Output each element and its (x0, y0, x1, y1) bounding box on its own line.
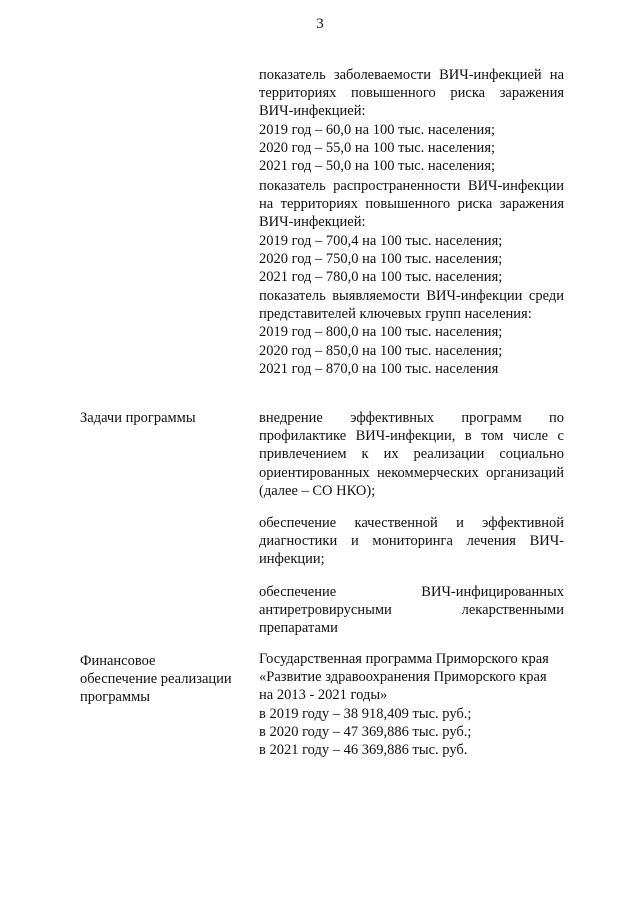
financing-year-line: в 2019 году – 38 918,409 тыс. руб.; (259, 705, 472, 722)
financing-label (80, 652, 250, 707)
indicator-detection (259, 287, 564, 378)
task-item: обеспечение ВИЧ-инфицированных антиретровирусными лекарственными препаратами (259, 584, 564, 637)
tasks-label: Задачи программы (80, 410, 196, 426)
task-item: обеспечение качественной и эффективной диагностики и мониторинга лечения ВИЧ-инфекции; (259, 515, 564, 568)
financing-label-line: обеспечение реализации (80, 671, 232, 688)
financing-year-line: в 2020 году – 47 369,886 тыс. руб.; (259, 723, 472, 740)
financing-year-line: в 2021 году – 46 369,886 тыс. руб. (259, 742, 468, 759)
indicator-prevalence (259, 177, 564, 286)
indicator-value-line: 2019 год – 60,0 на 100 тыс. населения; (259, 121, 496, 138)
indicator-value-line: 2020 год – 850,0 на 100 тыс. населения; (259, 342, 503, 359)
task-item: внедрение эффективных программ по профилактике ВИЧ-инфекции, в том числе с привлечением к их реализации социально ориентированных некоммерческих организаций (далее – СО НКО); (259, 410, 564, 499)
indicator-value-line: 2019 год – 800,0 на 100 тыс. населения; (259, 324, 503, 341)
page-number: 3 (316, 16, 324, 32)
financing-details (259, 650, 564, 759)
indicator-title: показатель распространенности ВИЧ-инфекции на территориях повышенного риска заражения ВИЧ-инфекцией: (259, 178, 564, 231)
financing-program: Государственная программа Приморского края «Развитие здравоохранения Приморского края на 2013 - 2021 годы» (259, 651, 549, 704)
indicator-incidence (259, 66, 564, 175)
indicator-value-line: 2020 год – 750,0 на 100 тыс. населения; (259, 250, 503, 267)
indicator-value-line: 2021 год – 780,0 на 100 тыс. населения; (259, 269, 503, 286)
indicator-value-line: 2020 год – 55,0 на 100 тыс. населения; (259, 139, 496, 156)
financing-label-line: Финансовое (80, 653, 156, 669)
indicator-title: показатель выявляемости ВИЧ-инфекции среди представителей ключевых групп населения: (259, 288, 564, 323)
financing-label-line: программы (80, 689, 150, 706)
indicator-value-line: 2019 год – 700,4 на 100 тыс. населения; (259, 232, 503, 249)
indicator-title: показатель заболеваемости ВИЧ-инфекцией на территориях повышенного риска заражения ВИЧ-инфекцией: (259, 67, 564, 120)
indicator-value-line: 2021 год – 50,0 на 100 тыс. населения; (259, 158, 496, 175)
indicator-value-line: 2021 год – 870,0 на 100 тыс. населения (259, 360, 499, 377)
